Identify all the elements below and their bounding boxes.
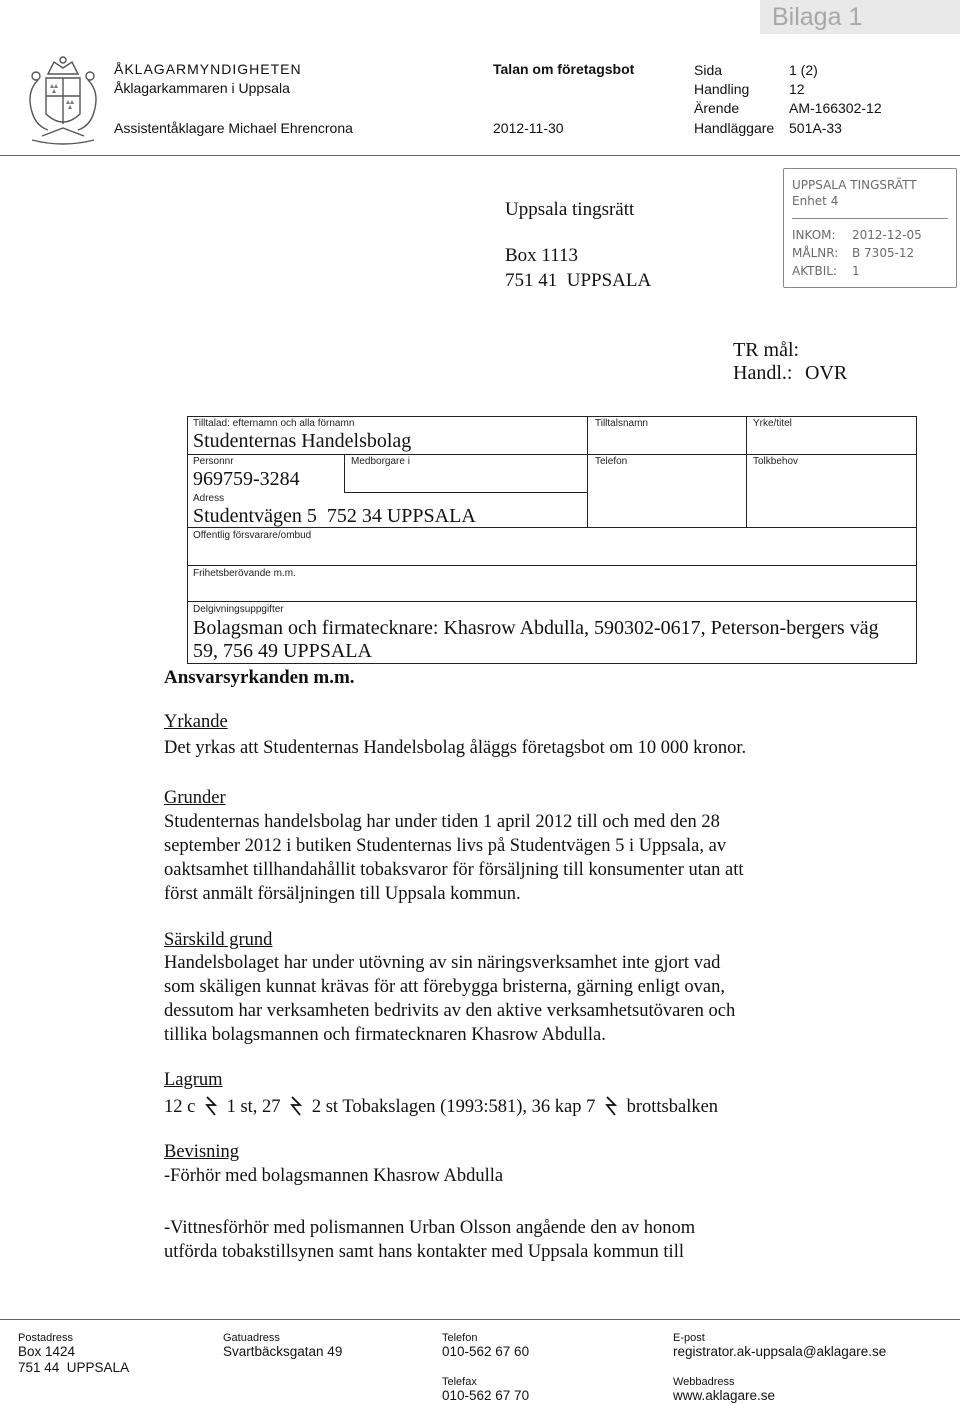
sarskild-grund-paragraph — [164, 951, 735, 1047]
paragraph-sign-icon — [289, 1095, 303, 1117]
tilltalsnamn-label: Tilltalsnamn — [595, 418, 648, 429]
lagrum-part: 1 st, 27 — [226, 1097, 281, 1117]
medborgare-label: Medborgare i — [351, 456, 410, 467]
recipient-name: Uppsala tingsrätt — [505, 199, 635, 220]
delgivning-line-1: Bolagsman och firmatecknare: Khasrow Abdulla, 590302-0617, Peterson-bergers väg — [193, 617, 879, 639]
bevisning-item-1: -Förhör med bolagsmannen Khasrow Abdulla — [164, 1166, 504, 1186]
footer-gatuadress: Svartbäcksgatan 49 — [223, 1344, 343, 1359]
agency-name: ÅKLAGARMYNDIGHETEN — [114, 61, 302, 77]
grunder-line: först anmält försäljningen till Uppsala kommun. — [164, 884, 521, 904]
footer-webb-link[interactable]: www.aklagare.se — [673, 1388, 776, 1403]
footer-divider — [0, 1319, 960, 1320]
stamp-inkom-value: 2012-12-05 — [852, 228, 922, 242]
sarskild-line: dessutom har verksamheten bedrivits av den aktive verksamhetsutövaren och — [164, 1001, 736, 1021]
forsvarare-label: Offentlig försvarare/ombud — [193, 530, 312, 541]
prosecutor-name: Assistentåklagare Michael Ehrencrona — [114, 120, 353, 136]
meta-value-sida: 1 (2) — [789, 62, 818, 78]
frihet-label: Frihetsberövande m.m. — [193, 568, 296, 579]
recipient-postal: 751 41 UPPSALA — [505, 270, 652, 291]
footer-webb-label: Webbadress — [673, 1376, 735, 1388]
stamp-malnr-label: MÅLNR: — [792, 246, 839, 260]
sarskild-grund-heading: Särskild grund — [164, 930, 273, 950]
lagrum-part: 12 c — [164, 1097, 196, 1117]
grunder-heading: Grunder — [164, 788, 226, 808]
personnr-value: 969759-3284 — [193, 468, 300, 490]
meta-label-sida: Sida — [694, 62, 723, 78]
lagrum-heading: Lagrum — [164, 1070, 223, 1090]
document-date: 2012-11-30 — [493, 120, 564, 136]
grunder-line: oaktsamhet tillhandahållit tobaksvaror för försäljning till konsumenter utan att — [164, 860, 744, 880]
bevisning-heading: Bevisning — [164, 1142, 240, 1162]
yrke-label: Yrke/titel — [753, 418, 792, 429]
paragraph-sign-icon — [604, 1095, 618, 1117]
grunder-paragraph — [164, 810, 744, 906]
tr-handl-value: OVR — [805, 362, 848, 384]
footer-telefon: 010-562 67 60 — [442, 1344, 530, 1359]
footer-postadress-2: 751 44 UPPSALA — [18, 1360, 130, 1375]
tr-mal-label: TR mål: — [733, 339, 800, 361]
meta-value-handlaggare: 501A-33 — [789, 120, 842, 136]
meta-label-handlaggare: Handläggare — [694, 120, 775, 136]
footer-epost-label: E-post — [673, 1332, 705, 1344]
footer-telefax-label: Telefax — [442, 1376, 477, 1388]
meta-value-handling: 12 — [789, 81, 805, 97]
footer-epost-link[interactable]: registrator.ak-uppsala@aklagare.se — [673, 1344, 887, 1359]
footer-telefax: 010-562 67 70 — [442, 1388, 530, 1403]
yrkande-heading: Yrkande — [164, 712, 228, 732]
footer-telefon-label: Telefon — [442, 1332, 478, 1344]
document-type: Talan om företagsbot — [493, 61, 635, 77]
ansvar-heading: Ansvarsyrkanden m.m. — [164, 667, 355, 688]
footer-postadress-1: Box 1424 — [18, 1344, 76, 1359]
stamp-court: UPPSALA TINGSRÄTT — [792, 178, 917, 192]
meta-value-arende: AM-166302-12 — [789, 100, 882, 116]
bevisning-item-2 — [164, 1216, 695, 1264]
paragraph-sign-icon — [204, 1095, 218, 1117]
sarskild-line: Handelsbolaget har under utövning av sin näringsverksamhet inte gjort vad — [164, 953, 721, 973]
stamp-separator — [792, 218, 948, 219]
stamp-aktbil-label: AKTBIL: — [792, 264, 837, 278]
sarskild-line: som skäligen kunnat krävas för att förebygga bristerna, gärning enligt ovan, — [164, 977, 726, 997]
tr-handl-label: Handl.: — [733, 362, 793, 384]
personnr-label: Personnr — [193, 456, 234, 467]
stamp-malnr-value: B 7305-12 — [852, 246, 915, 260]
meta-label-arende: Ärende — [694, 100, 740, 116]
tolkbehov-label: Tolkbehov — [753, 456, 799, 467]
grunder-line: Studenternas handelsbolag har under tiden 1 april 2012 till och med den 28 — [164, 812, 720, 832]
sarskild-line: tillika bolagsmannen och firmatecknaren Khasrow Abdulla. — [164, 1025, 606, 1045]
delgivning-line-2: 59, 756 49 UPPSALA — [193, 640, 372, 662]
yrkande-text: Det yrkas att Studenternas Handelsbolag åläggs företagsbot om 10 000 kronor. — [164, 738, 747, 758]
recipient-box: Box 1113 — [505, 245, 579, 266]
tilltalad-label: Tilltalad: efternamn och alla förnamn — [193, 418, 355, 429]
adress-label: Adress — [193, 493, 225, 504]
stamp-aktbil-value: 1 — [852, 264, 860, 278]
bevisning-line: -Vittnesförhör med polismannen Urban Olsson angående den av honom — [164, 1218, 696, 1238]
bevisning-line: utförda tobakstillsynen samt hans kontakter med Uppsala kommun till — [164, 1242, 684, 1262]
stamp-inkom-label: INKOM: — [792, 228, 836, 242]
defendant-info-box — [187, 416, 917, 664]
grunder-line: september 2012 i butiken Studenternas livs på Studentvägen 5 i Uppsala, av — [164, 836, 727, 856]
tilltalad-value: Studenternas Handelsbolag — [193, 430, 412, 452]
bilaga-label: Bilaga 1 — [760, 0, 960, 34]
meta-label-handling: Handling — [694, 81, 750, 97]
delgivning-label: Delgivningsuppgifter — [193, 604, 284, 615]
office-name: Åklagarkammaren i Uppsala — [114, 80, 290, 96]
footer-postadress-label: Postadress — [18, 1332, 74, 1344]
stamp-unit: Enhet 4 — [792, 194, 839, 208]
coat-of-arms-logo — [18, 52, 108, 150]
court-received-stamp — [783, 168, 957, 288]
telefon-label: Telefon — [595, 456, 628, 467]
lagrum-part: 2 st Tobakslagen (1993:581), 36 kap 7 — [311, 1097, 596, 1117]
header-divider — [0, 155, 960, 156]
adress-value: Studentvägen 5 752 34 UPPSALA — [193, 505, 476, 527]
footer-gatuadress-label: Gatuadress — [223, 1332, 280, 1344]
lagrum-text — [164, 1095, 718, 1119]
lagrum-part: brottsbalken — [626, 1097, 719, 1117]
